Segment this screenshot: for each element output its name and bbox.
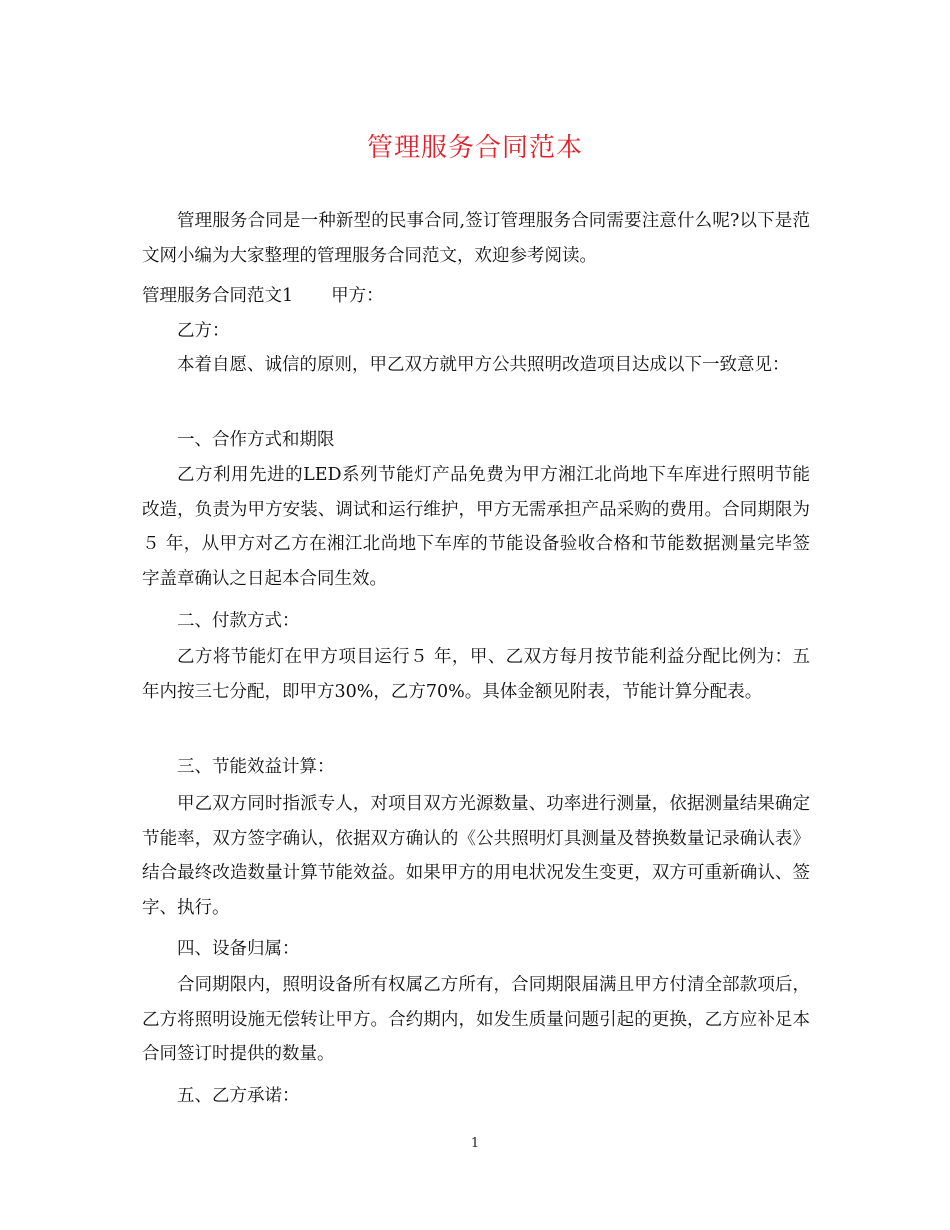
document-title: 管理服务合同范本: [366, 133, 583, 163]
section-3-body: 甲乙双方同时指派专人，对项目双方光源数量、功率进行测量，依据测量结果确定节能率，双方签字确认，依据双方确认的《公共照明灯具测量及替换数量记录确认表》结合最终改造数量计算节能效益。如果甲方的用电状况发生变更，双方可重新确认、签字、执行。: [142, 794, 810, 918]
section-3-title: 三、节能效益计算：: [177, 757, 335, 777]
sample-heading: 管理服务合同范文1: [142, 286, 294, 306]
section-5-title: 五、乙方承诺：: [177, 1086, 300, 1106]
preamble-paragraph: 本着自愿、诚信的原则，甲乙双方就甲方公共照明改造项目达成以下一致意见：: [177, 355, 790, 375]
section-2-body: 乙方将节能灯在甲方项目运行５ 年，甲、乙双方每月按节能利益分配比例为：五年内按三七分配，即甲方30%，乙方70%。具体金额见附表，节能计算分配表。: [142, 647, 810, 702]
party-a-label: 甲方：: [331, 286, 384, 306]
section-4-body: 合同期限内，照明设备所有权属乙方所有，合同期限届满且甲方付清全部款项后，乙方将照明设施无偿转让甲方。合约期内，如发生质量问题引起的更换，乙方应补足本合同签订时提供的数量。: [142, 975, 810, 1064]
intro-paragraph: 管理服务合同是一种新型的民事合同,签订管理服务合同需要注意什么呢?以下是范文网小编为大家整理的管理服务合同范文，欢迎参考阅读。: [142, 211, 810, 266]
section-1-body: 乙方利用先进的LED系列节能灯产品免费为甲方湘江北尚地下车库进行照明节能改造，负责为甲方安装、调试和运行维护，甲方无需承担产品采购的费用。合同期限为５ 年，从甲方对乙方在湘江北尚地下车库的节能设备验收合格和节能数据测量完毕签字盖章确认之日起本合同生效。: [142, 465, 810, 589]
sample-heading-line: [142, 279, 810, 314]
section-4-title: 四、设备归属：: [177, 939, 300, 959]
section-2-title: 二、付款方式：: [177, 611, 300, 631]
page-number: 1: [470, 1136, 480, 1151]
party-b-label: 乙方：: [177, 321, 230, 341]
section-1-title: 一、合作方式和期限: [177, 430, 335, 450]
